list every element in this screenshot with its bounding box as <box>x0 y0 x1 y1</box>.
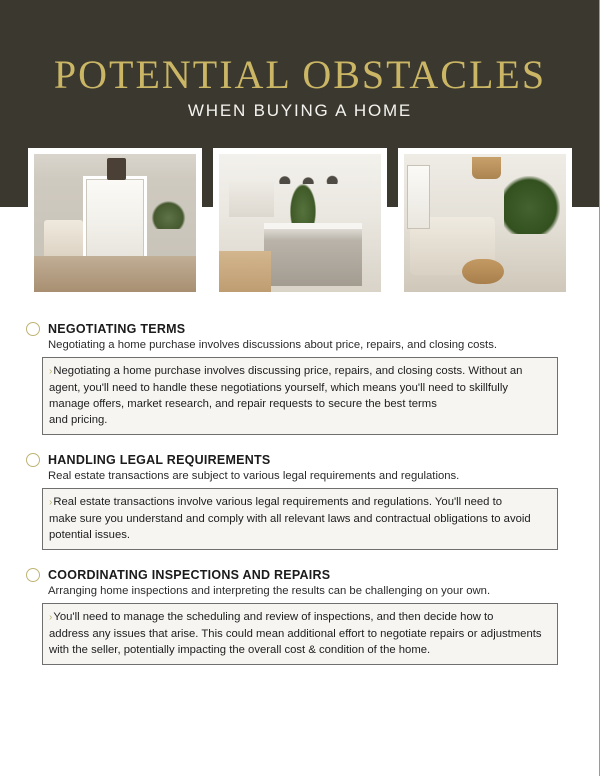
section-detail-text <box>49 609 551 658</box>
detail-line-text: Negotiating a home purchase involves discussing price, repairs, and closing costs. Without an <box>53 365 523 377</box>
section-title: NEGOTIATING TERMS <box>48 322 186 336</box>
detail-line: and pricing. <box>49 414 108 426</box>
detail-line: manage offers, market research, and repair requests to secure the best terms <box>49 398 437 410</box>
arrow-bullet-icon: › <box>49 497 53 508</box>
section-summary: Arranging home inspections and interpreting the results can be challenging on your own. <box>48 585 491 597</box>
detail-line <box>49 609 551 626</box>
section-header <box>0 568 600 582</box>
section-detail-text <box>49 363 551 428</box>
circle-bullet-icon <box>26 568 40 582</box>
sections-list <box>0 322 600 673</box>
detail-line: address any issues that arise. This could mean additional effort to negotiate repairs or <box>49 628 478 640</box>
arrow-bullet-icon: › <box>49 612 53 623</box>
section-negotiating-terms <box>0 322 600 435</box>
range-hood-shape <box>229 182 274 218</box>
detail-line: adjustments with the seller, potentially impacting the overall cost & condition of the home. <box>49 628 542 656</box>
photo-strip <box>28 148 572 302</box>
section-detail-box <box>42 488 558 550</box>
section-title: COORDINATING INSPECTIONS AND REPAIRS <box>48 568 331 582</box>
living-room-interior-image <box>404 154 566 292</box>
section-detail-box <box>42 603 558 665</box>
page-subtitle: WHEN BUYING A HOME <box>187 101 413 120</box>
rattan-pendant-shape <box>472 157 501 179</box>
entryway-interior-image <box>34 154 196 292</box>
section-handling-legal-requirements <box>0 453 600 550</box>
coffee-table-shape <box>462 259 504 284</box>
pendant-light-shape <box>107 158 126 180</box>
photo-card-living-room <box>398 148 572 302</box>
detail-line: agent, you'll need to handle these negotiations yourself, which means you'll need to skillfully <box>49 382 508 394</box>
photo-card-kitchen <box>213 148 387 302</box>
section-header <box>0 322 600 336</box>
plant-shape <box>151 201 187 229</box>
circle-bullet-icon <box>26 322 40 336</box>
arrow-bullet-icon: › <box>49 366 53 377</box>
detail-line-text: You'll need to manage the scheduling and review of inspections, and then decide how to <box>53 611 494 623</box>
detail-line: avoid potential issues. <box>49 513 531 541</box>
page-title: POTENTIAL OBSTACLES <box>53 52 547 97</box>
section-coordinating-inspections-and-repairs <box>0 568 600 665</box>
circle-bullet-icon <box>26 453 40 467</box>
detail-line <box>49 494 551 511</box>
plant-shape <box>290 184 316 223</box>
detail-line-text: Real estate transactions involve various legal requirements and regulations. You'll need to <box>53 496 503 508</box>
window-shape <box>407 165 430 228</box>
section-detail-text <box>49 494 551 543</box>
section-detail-box <box>42 357 558 435</box>
detail-line <box>49 363 551 380</box>
detail-line: make sure you understand and comply with all relevant laws and contractual obligations to <box>49 513 501 525</box>
section-header <box>0 453 600 467</box>
kitchen-interior-image <box>219 154 381 292</box>
section-summary: Real estate transactions are subject to various legal requirements and regulations. <box>48 470 460 482</box>
photo-card-entryway <box>28 148 202 302</box>
section-title: HANDLING LEGAL REQUIREMENTS <box>48 453 271 467</box>
pendant-lights-shape <box>277 162 342 184</box>
bench-shape <box>44 220 83 267</box>
section-summary: Negotiating a home purchase involves discussions about price, repairs, and closing costs. <box>48 339 497 351</box>
